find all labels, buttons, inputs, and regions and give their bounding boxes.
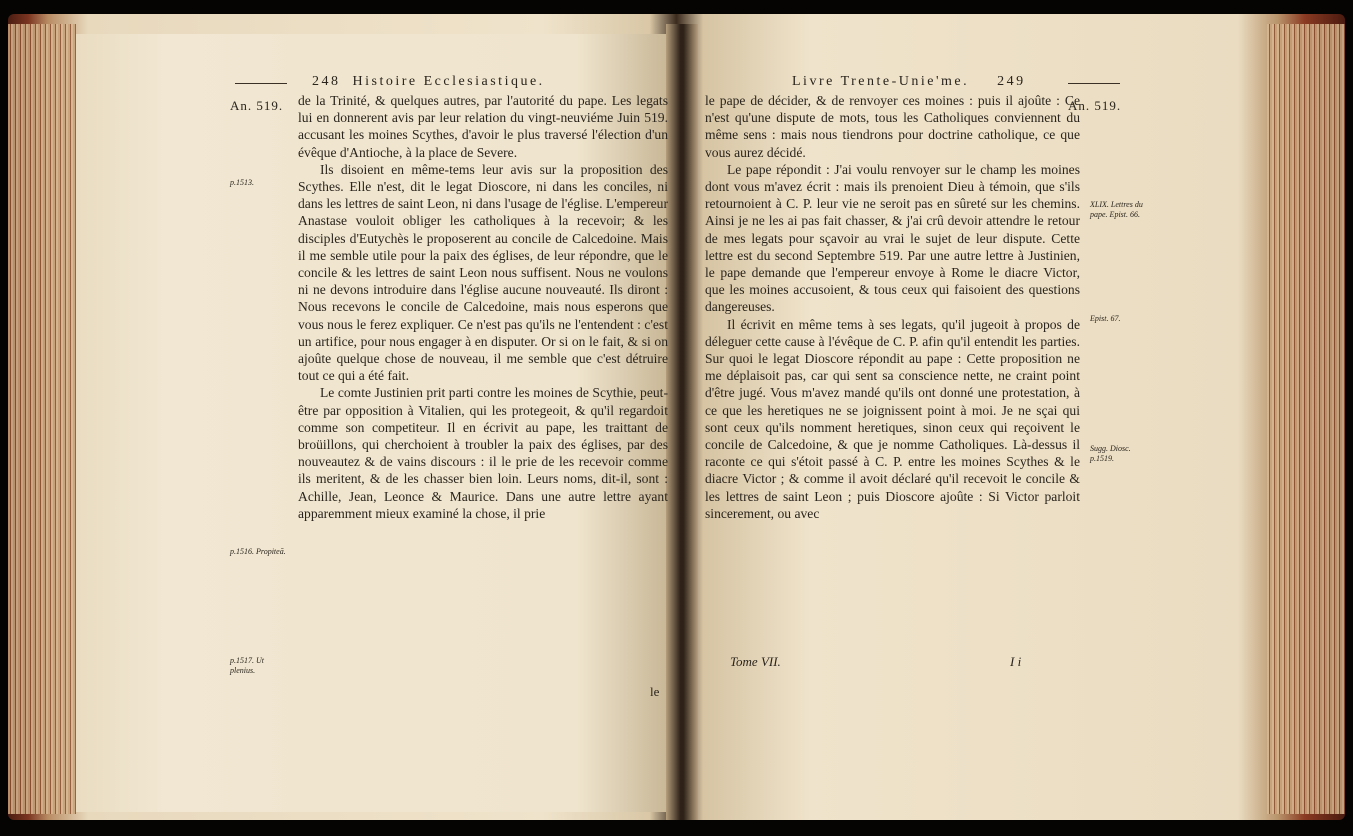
left-margin-note-1: p.1513. <box>230 178 254 187</box>
right-margin-note-2: Epist. 67. <box>1090 314 1121 323</box>
right-page-number: 249 <box>997 74 1026 89</box>
right-paragraph-2: Le pape répondit : J'ai voulu renvoyer sur le champ les moines dont vous m'avez écrit : mais ils prenoient Dieu à témoin, que s'ils retournoient à C. P. leur vie ne seroit pas en sûreté sur les chemins. Ainsi je ne les ai pas fait chasser, & j'ai crû devoir attendre le retour de mes legats pour sçavoir au vrai le sujet de leur dispute. Cette lettre est du second Septembre 519. Par une autre lettre à Justinien, le pape demande que l'empereur envoye à Rome le diacre Victor, que les moines accusoient, & tous ceux qui faisoient des questions dangereuses. <box>705 161 1080 315</box>
left-catchword: le <box>650 684 660 699</box>
left-year-marker: An. 519. <box>230 98 284 113</box>
right-year-marker: An. 519. <box>1068 98 1122 113</box>
left-paragraph-2: Ils disoient en même-tems leur avis sur la proposition des Scythes. Elle n'est, dit le legat Dioscore, ni dans les conciles, ni dans les lettres de saint Leon, ni dans l'usage de l'église. L'empereur Anastase vouloit obliger les catholiques à la recevoir; & les disciples d'Eutychès le proposerent au concile de Calcedoine. Mais il me semble utile pour la paix des églises, de leur répondre, que le concile & les lettres de saint Leon nous suffisent. Nous ne voulons ni ne devons introduire dans l'église aucune nouveauté. Ils diront : Nous recevons le concile de Calcedoine, mais nous esperons que vous nous le ferez expliquer. Ce n'est pas qu'ils ne l'entendent : c'est un artifice, pour nous engager à en disputer. Or si on le fait, & si on ajoûte quelque chose de nouveau, il me semble que c'est détruire tout ce qui a été fait. <box>298 161 668 384</box>
right-footer-volume: Tome VII. <box>730 654 781 669</box>
right-margin-note-3: Sugg. Diosc. p.1519. <box>1090 444 1131 463</box>
left-head-rule <box>235 83 287 84</box>
left-running-title: Histoire Ecclesiastique. <box>352 74 545 89</box>
right-text-column <box>705 92 1080 522</box>
book-gutter <box>666 24 698 820</box>
left-page-number: 248 <box>312 74 341 89</box>
left-text-column <box>298 92 668 522</box>
right-margin-note-1: XLIX. Lettres du pape. Epist. 66. <box>1090 200 1143 219</box>
open-book <box>8 14 1345 820</box>
left-paragraph-1: de la Trinité, & quelques autres, par l'autorité du pape. Les legats lui en donnerent avis par leur relation du vingt-neuviéme Juin 519. accusant les moines Scythes, d'avoir le plus traversé l'élection d'un évêque d'Antioche, à la place de Severe. <box>298 93 668 160</box>
right-running-title: Livre Trente-Unie'me. <box>792 74 970 89</box>
right-running-head <box>792 74 1026 90</box>
left-paragraph-3: Le comte Justinien prit parti contre les moines de Scythie, peut-être par opposition à Vitalien, qui les protegeoit, & qu'il regardoit comme son competiteur. Il en écrivit au pape, les traittant de broüillons, qui cherchoient à troubler la paix des églises, par des nouveautez & de vains discours : il le prie de les recevoir comme ils meritent, & de les chasser bien loin. Leurs noms, dit-il, sont : Achille, Jean, Leonce & Maurice. Dans une autre lettre ayant apparemment mieux examiné la chose, il prie <box>298 385 668 521</box>
left-page-edges <box>8 24 76 814</box>
right-footer-tome: I i <box>1010 654 1022 669</box>
right-paragraph-1: le pape de décider, & de renvoyer ces moines : puis il ajoûte : Ce n'est qu'une dispute de mots, tous les Catholiques conviennent du même sens : mais nous tiendrons pour doctrine catholique, ce que vous aurez décidé. <box>705 93 1080 160</box>
left-margin-note-2: p.1516. Propiteā. <box>230 547 286 556</box>
right-page-edges <box>1267 24 1345 814</box>
left-running-head <box>312 74 545 90</box>
right-paragraph-3: Il écrivit en même tems à ses legats, qu'il jugeoit à propos de déleguer cette cause à l'évêque de C. P. afin qu'il entendit les parties. Sur quoi le legat Dioscore répondit au pape : Cette proposition ne me déplaisoit pas, car qui sent sa conscience nette, ne craint point d'être jugé. Vous m'avez mandé qu'ils ont donné une protestation, à ce que les heretiques ne se joignissent point à moi. Je ne sçai qui sont ceux qu'ils nomment heretiques, sinon ceux qui reçoivent le concile de Calcedoine, & que je nomme Catholiques. Là-dessus il raconte ce qui s'étoit passé à C. P. entre les moines Scythes & le diacre Victor ; & comme il avoit déclaré qu'il recevoit le concile & les lettres de saint Leon ; puis Dioscore ajoûte : Si Victor parloit sincerement, ou avec <box>705 316 1080 521</box>
left-margin-note-3: p.1517. Ut plenius. <box>230 656 264 675</box>
right-head-rule <box>1068 83 1120 84</box>
